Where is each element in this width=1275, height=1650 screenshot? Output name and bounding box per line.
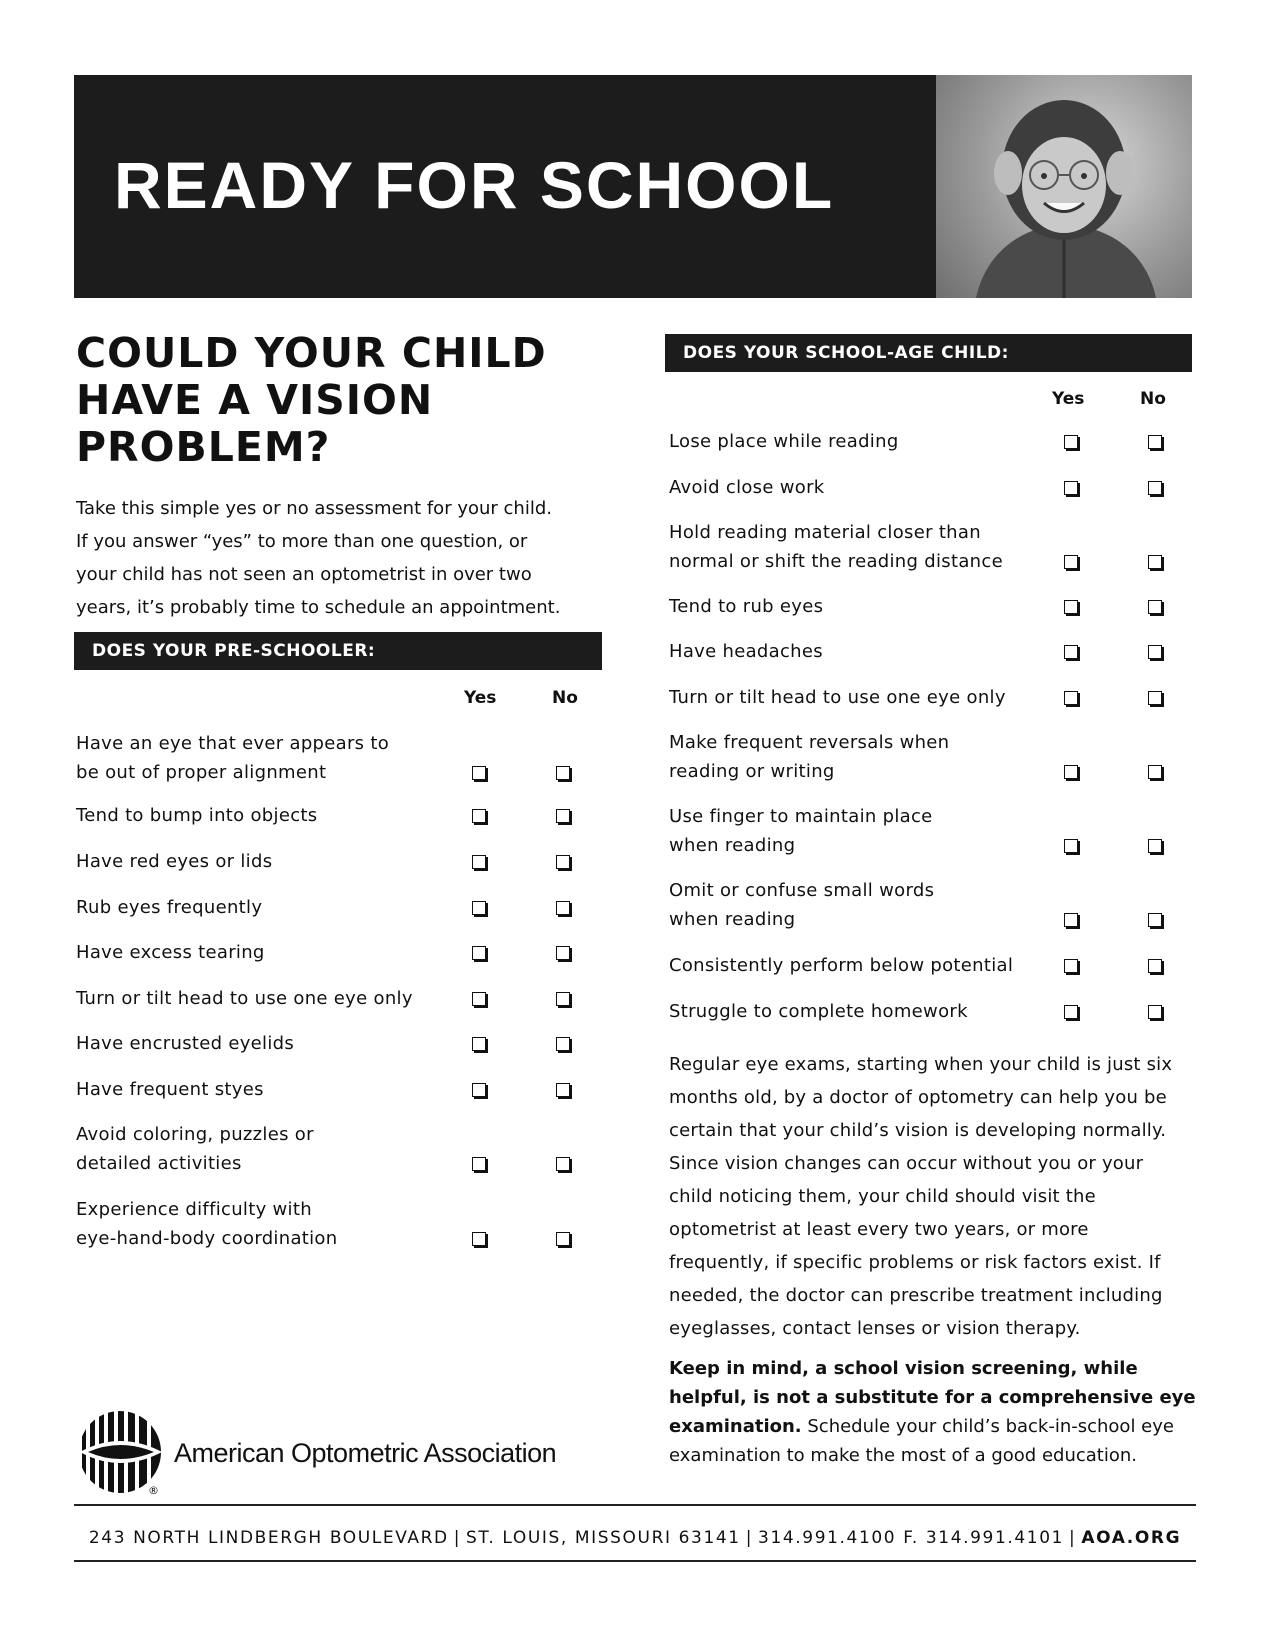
question-line: Omit or confuse small words (669, 880, 935, 901)
schoolage-no-label: No (1140, 389, 1166, 409)
question-text (669, 997, 968, 1026)
no-checkbox[interactable] (556, 766, 570, 780)
footer-separator: | (453, 1528, 462, 1548)
yes-checkbox[interactable] (1064, 959, 1078, 973)
question-line: Have frequent styes (76, 1079, 264, 1100)
question-text (76, 1075, 264, 1104)
keep-in-mind-paragraph (669, 1354, 1209, 1470)
question-line: reading or writing (669, 761, 835, 782)
no-checkbox[interactable] (1148, 645, 1162, 659)
headline-line: HAVE A VISION (76, 376, 434, 424)
headline-line: COULD YOUR CHILD (76, 329, 547, 377)
aoa-logo-icon (82, 1408, 172, 1496)
preschool-heading: DOES YOUR PRE-SCHOOLER: (74, 632, 602, 670)
question-line: Have headaches (669, 641, 823, 662)
yes-checkbox[interactable] (1064, 691, 1078, 705)
question-line: Struggle to complete homework (669, 1001, 968, 1022)
yes-checkbox[interactable] (472, 809, 486, 823)
no-checkbox[interactable] (556, 1037, 570, 1051)
yes-checkbox[interactable] (1064, 645, 1078, 659)
no-checkbox[interactable] (556, 946, 570, 960)
footer-website: AOA.ORG (1081, 1528, 1182, 1548)
question-text (76, 938, 265, 967)
question-text (669, 802, 933, 860)
footer-city: ST. LOUIS, MISSOURI 63141 (466, 1528, 741, 1548)
yes-checkbox[interactable] (1064, 839, 1078, 853)
no-checkbox[interactable] (1148, 600, 1162, 614)
question-line: be out of proper alignment (76, 762, 327, 783)
footer-rule-top (74, 1504, 1196, 1506)
question-text (76, 984, 413, 1013)
yes-checkbox[interactable] (1064, 481, 1078, 495)
no-checkbox[interactable] (556, 855, 570, 869)
closing-line: child noticing them, your child should visit the (669, 1186, 1096, 1207)
question-text (76, 801, 317, 830)
page-headline (76, 330, 616, 471)
question-line: Turn or tilt head to use one eye only (76, 988, 413, 1009)
question-line: Experience difficulty with (76, 1199, 312, 1220)
question-line: Avoid close work (669, 477, 825, 498)
question-text (669, 683, 1006, 712)
question-text (669, 592, 823, 621)
footer-address (74, 1528, 1196, 1548)
yes-checkbox[interactable] (472, 1037, 486, 1051)
question-line: Have encrusted eyelids (76, 1033, 295, 1054)
preschool-yes-label: Yes (464, 688, 497, 708)
no-checkbox[interactable] (1148, 481, 1162, 495)
question-text (76, 729, 389, 787)
footer-separator: | (1069, 1528, 1077, 1548)
question-line: when reading (669, 909, 796, 930)
question-line: Turn or tilt head to use one eye only (669, 687, 1006, 708)
question-line: when reading (669, 835, 796, 856)
preschool-no-label: No (552, 688, 578, 708)
yes-checkbox[interactable] (1064, 435, 1078, 449)
no-checkbox[interactable] (556, 901, 570, 915)
closing-line: optometrist at least every two years, or more (669, 1219, 1089, 1240)
question-text (669, 473, 825, 502)
child-photo (936, 75, 1192, 298)
question-text (669, 518, 1003, 576)
aoa-logo-name: American Optometric Association (174, 1438, 557, 1468)
closing-line: eyeglasses, contact lenses or vision therapy. (669, 1318, 1081, 1339)
question-line: Use finger to maintain place (669, 806, 933, 827)
schoolage-yes-label: Yes (1052, 389, 1085, 409)
no-checkbox[interactable] (1148, 555, 1162, 569)
keep-line-text: Schedule your child’s back-in-school eye (801, 1416, 1174, 1437)
question-text (669, 728, 949, 786)
question-line: Rub eyes frequently (76, 897, 263, 918)
question-line: Have excess tearing (76, 942, 265, 963)
question-line: Have an eye that ever appears to (76, 733, 390, 754)
yes-checkbox[interactable] (1064, 555, 1078, 569)
no-checkbox[interactable] (1148, 691, 1162, 705)
keep-line-bold: Keep in mind, a school vision screening, while (669, 1358, 1138, 1379)
footer-separator: | (745, 1528, 754, 1548)
question-line: Hold reading material closer than (669, 522, 981, 543)
yes-checkbox[interactable] (1064, 765, 1078, 779)
aoa-logo (82, 1408, 557, 1496)
question-line: Lose place while reading (669, 431, 899, 452)
question-line: Make frequent reversals when (669, 732, 950, 753)
keep-line-bold: examination. (669, 1416, 802, 1437)
closing-paragraph (669, 1048, 1209, 1345)
question-line: eye-hand-body coordination (76, 1228, 338, 1249)
intro-line: Take this simple yes or no assessment for your child. (76, 498, 552, 519)
footer-rule-bottom (74, 1560, 1196, 1562)
question-line: Consistently perform below potential (669, 955, 1014, 976)
question-line: Have red eyes or lids (76, 851, 273, 872)
closing-line: Regular eye exams, starting when your child is just six (669, 1054, 1173, 1075)
header-banner (74, 75, 1192, 298)
yes-checkbox[interactable] (1064, 1005, 1078, 1019)
question-line: Tend to bump into objects (76, 805, 318, 826)
banner-title: READY FOR SCHOOL (114, 148, 835, 222)
keep-line-text: examination to make the most of a good education. (669, 1445, 1137, 1466)
registered-mark: ® (148, 1484, 159, 1496)
closing-line: frequently, if specific problems or risk factors exist. If (669, 1252, 1161, 1273)
intro-line: your child has not seen an optometrist in over two (76, 564, 532, 585)
intro-line: years, it’s probably time to schedule an appointment. (76, 597, 561, 618)
no-checkbox[interactable] (1148, 435, 1162, 449)
footer-phones: 314.991.4100 F. 314.991.4101 (758, 1528, 1065, 1548)
no-checkbox[interactable] (1148, 913, 1162, 927)
yes-checkbox[interactable] (472, 1157, 486, 1171)
closing-line: Since vision changes can occur without you or your (669, 1153, 1144, 1174)
no-checkbox[interactable] (556, 1232, 570, 1246)
yes-checkbox[interactable] (472, 1232, 486, 1246)
question-text (76, 1120, 314, 1178)
keep-line-bold: helpful, is not a substitute for a comprehensive eye (669, 1387, 1196, 1408)
question-line: Tend to rub eyes (669, 596, 824, 617)
no-checkbox[interactable] (1148, 839, 1162, 853)
closing-line: months old, by a doctor of optometry can help you be (669, 1087, 1167, 1108)
closing-line: certain that your child’s vision is developing normally. (669, 1120, 1167, 1141)
question-line: Avoid coloring, puzzles or (76, 1124, 314, 1145)
no-checkbox[interactable] (1148, 959, 1162, 973)
yes-checkbox[interactable] (472, 946, 486, 960)
no-checkbox[interactable] (556, 1083, 570, 1097)
headline-line: PROBLEM? (76, 423, 331, 471)
question-line: detailed activities (76, 1153, 242, 1174)
question-line: normal or shift the reading distance (669, 551, 1003, 572)
footer-street: 243 NORTH LINDBERGH BOULEVARD (88, 1528, 449, 1548)
no-checkbox[interactable] (556, 809, 570, 823)
question-text (76, 1195, 337, 1253)
question-text (669, 427, 899, 456)
yes-checkbox[interactable] (472, 1083, 486, 1097)
yes-checkbox[interactable] (472, 992, 486, 1006)
question-text (76, 1029, 294, 1058)
question-text (76, 893, 262, 922)
no-checkbox[interactable] (556, 992, 570, 1006)
yes-checkbox[interactable] (1064, 913, 1078, 927)
no-checkbox[interactable] (556, 1157, 570, 1171)
question-text (76, 847, 272, 876)
intro-paragraph (76, 492, 616, 624)
no-checkbox[interactable] (1148, 765, 1162, 779)
question-text (669, 876, 934, 934)
intro-line: If you answer “yes” to more than one question, or (76, 531, 528, 552)
question-text (669, 951, 1013, 980)
yes-checkbox[interactable] (1064, 600, 1078, 614)
schoolage-heading: DOES YOUR SCHOOL-AGE CHILD: (665, 334, 1192, 372)
yes-checkbox[interactable] (472, 901, 486, 915)
closing-line: needed, the doctor can prescribe treatment including (669, 1285, 1163, 1306)
no-checkbox[interactable] (1148, 1005, 1162, 1019)
yes-checkbox[interactable] (472, 855, 486, 869)
yes-checkbox[interactable] (472, 766, 486, 780)
question-text (669, 637, 823, 666)
